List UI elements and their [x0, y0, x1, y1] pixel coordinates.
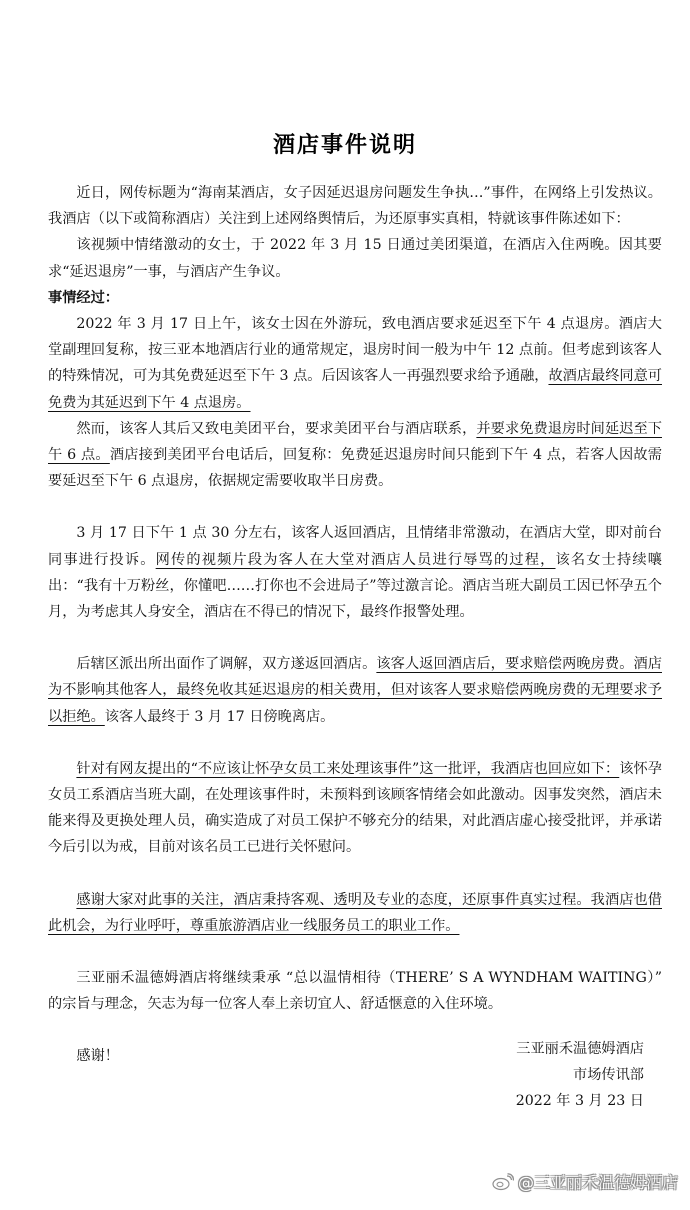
p6-underlined-text: 该客人返回酒店后，要求赔偿两晚房费。酒店为不影响其他客人，最终免收其延迟退房的相关费用，但对该客人要求赔偿两晚房费的无理要求予以拒绝。: [48, 656, 662, 725]
p4-underlined-text: 并要求免费退房时间延迟至下午 6 点。: [48, 420, 662, 464]
paragraph-closing: 感谢！: [76, 1048, 119, 1065]
p7-underlined-text: 针对有网友提出的“不应该让怀孕女员工来处理该事件”这一批评，我酒店也回应如下：: [76, 760, 620, 777]
p3-text: 2022 年 3 月 17 日上午，该女士因在外游玩，致电酒店要求延迟至下午 4 点退房。酒店大堂副理回复称，按三亚本地酒店行业的通常规定，退房时间一般为中午 12 点前。但考虑到该客人的特殊情况，可为其免费延迟至下午 3 点。后因该客人一再强烈要求给予通融，: [48, 316, 662, 385]
paragraph-intro: 近日，网传标题为“海南某酒店，女子因延迟退房问题发生争执…”事件，在网络上引发热议。我酒店（以下或简称酒店）关注到上述网络舆情后，为还原事实真相，特就该事件陈述如下：: [48, 185, 662, 228]
paragraph-meituan-call: [48, 416, 662, 495]
section-heading: 事情经过：: [48, 289, 119, 306]
paragraph-lobby-incident: [48, 520, 662, 625]
watermark-text: @三亚丽禾温德姆酒店: [517, 1173, 678, 1192]
p7-text: 该怀孕女员工系酒店当班大副，在处理该事件时，未预料到该顾客情绪会如此激动。因事发突然，酒店未能来得及更换处理人员，确实造成了对员工保护不够充分的结果，对此酒店虚心接受批评，并承诺今后引以为戒，目前对该名员工已进行关怀慰问。: [48, 760, 662, 856]
document-body: [48, 180, 662, 1070]
p5-text-start: 3 月 17 日下午 1 点 30 分左右，该客人返回酒店，且情绪非常激动，在酒店大堂，即对前台同事进行投诉。: [48, 525, 662, 568]
p6-text-start: 后辖区派出所出面作了调解，双方遂返回酒店。: [76, 656, 377, 673]
signature-date: 2022 年 3 月 23 日: [515, 1093, 644, 1109]
p8-underlined-text: 感谢大家对此事的关注，酒店秉持客观、透明及专业的态度，还原事件真实过程。我酒店也借此机会，为行业呼吁，尊重旅游酒店业一线服务员工的职业工作。: [48, 891, 662, 934]
p5-underlined-text: 网传的视频片段为客人在大堂对酒店人员进行辱骂的过程，: [155, 551, 556, 568]
p4-text-start: 然而，该客人其后又致电美团平台，要求美团平台与酒店联系，: [76, 420, 477, 437]
signature-block: [516, 1036, 644, 1114]
p4-text-end: 酒店接到美团平台电话后，回复称：免费延迟退房时间只能到下午 4 点，若客人因故需要延迟至下午 6 点退房，依据规定需要收取半日房费。: [48, 447, 662, 490]
paragraph-march-17-morning: [48, 311, 662, 416]
paragraph-guest-info: 该视频中情绪激动的女士，于 2022 年 3 月 15 日通过美团渠道，在酒店入住两晚。因其要求“延迟退房”一事，与酒店产生争议。: [48, 237, 662, 280]
weibo-watermark: [492, 1170, 678, 1193]
paragraph-brand-commitment: 三亚丽禾温德姆酒店将继续秉承 “总以温情相待（THERE’ S A WYNDHAM WAITING）” 的宗旨与理念，矢志为每一位客人奉上亲切宜人、舒适惬意的入住环境。: [48, 970, 662, 1013]
p3-underlined-text: 故酒店最终同意可免费为其延迟到下午 4 点退房。: [48, 368, 662, 411]
paragraph-response-to-criticism: [48, 756, 662, 861]
p6-text-end: 该客人最终于 3 月 17 日傍晚离店。: [104, 708, 335, 725]
document-title: 酒店事件说明: [272, 132, 417, 158]
signature-dept: 市场传讯部: [573, 1067, 644, 1083]
weibo-icon: [492, 1173, 514, 1191]
paragraph-police-mediation: [48, 651, 662, 730]
signature-org: 三亚丽禾温德姆酒店: [516, 1041, 644, 1057]
paragraph-thanks-public: [48, 887, 662, 939]
p5-text-end: 该名女士持续嚷出：“我有十万粉丝，你懂吧……打你也不会进局子”等过激言论。酒店当班大副员工因已怀孕五个月，为考虑其人身安全，酒店在不得已的情况下，最终作报警处理。: [48, 551, 662, 621]
